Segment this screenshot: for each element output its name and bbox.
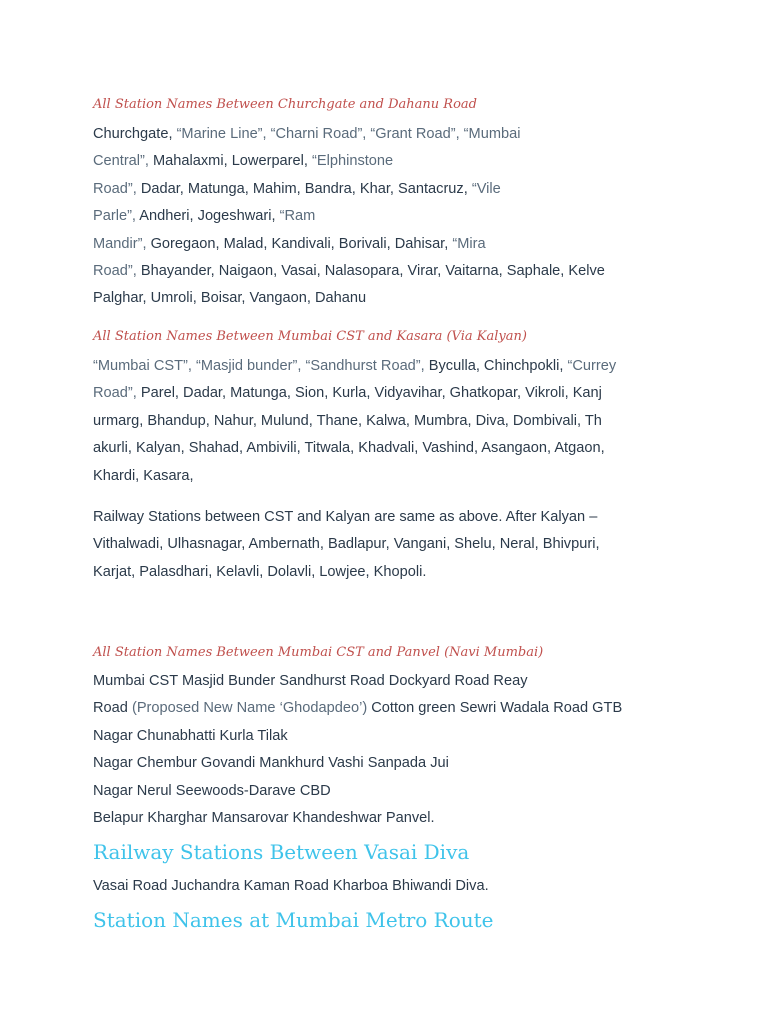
text-line: “Mumbai CST”, “Masjid bunder”, “Sandhurst Road”, Byculla, Chinchpokli, “Currey — [93, 358, 617, 374]
kalyan-khopoli-list — [93, 507, 683, 589]
text-line: Karjat, Palasdhari, Kelavli, Dolavli, Lowjee, Khopoli. — [93, 563, 427, 580]
text-line: Road (Proposed New Name ‘Ghodapdeo’) Cotton green Sewri Wadala Road GTB — [93, 700, 623, 717]
text-line: Palghar, Umroli, Boisar, Vangaon, Dahanu — [93, 290, 367, 307]
text-line: Road”, Dadar, Matunga, Mahim, Bandra, Khar, Santacruz, “Vile — [93, 180, 501, 197]
cst-panvel-list — [93, 671, 683, 835]
text-line: Nagar Chunabhatti Kurla Tilak — [93, 727, 288, 744]
text-line: Vithalwadi, Ulhasnagar, Ambernath, Badlapur, Vangani, Shelu, Neral, Bhivpuri, — [93, 536, 600, 553]
vasai-diva-list — [93, 876, 683, 903]
section-title-churchgate-dahanu: All Station Names Between Churchgate and Dahanu Road — [93, 97, 477, 112]
text-line: Mandir”, Goregaon, Malad, Kandivali, Borivali, Dahisar, “Mira — [93, 235, 486, 252]
text-line: Vasai Road Juchandra Kaman Road Kharboa Bhiwandi Diva. — [93, 878, 489, 894]
section-title-cst-kasara: All Station Names Between Mumbai CST and Kasara (Via Kalyan) — [93, 329, 527, 344]
heading-vasai-diva: Railway Stations Between Vasai Diva — [93, 840, 470, 864]
text-line: Parle”, Andheri, Jogeshwari, “Ram — [93, 208, 316, 225]
cst-kasara-list — [93, 356, 683, 493]
text-line: akurli, Kalyan, Shahad, Ambivili, Titwala, Khadvali, Vashind, Asangaon, Atgaon, — [93, 440, 605, 457]
text-line: Central”, Mahalaxmi, Lowerparel, “Elphinstone — [93, 153, 394, 170]
text-line: Nagar Chembur Govandi Mankhurd Vashi Sanpada Jui — [93, 755, 449, 772]
text-line: urmarg, Bhandup, Nahur, Mulund, Thane, Kalwa, Mumbra, Diva, Dombivali, Th — [93, 412, 602, 429]
churchgate-dahanu-list — [93, 124, 683, 316]
text-line: Road”, Parel, Dadar, Matunga, Sion, Kurla, Vidyavihar, Ghatkopar, Vikroli, Kanj — [93, 385, 602, 402]
text-line: Belapur Kharghar Mansarovar Khandeshwar Panvel. — [93, 809, 435, 826]
section-title-cst-panvel: All Station Names Between Mumbai CST and Panvel (Navi Mumbai) — [93, 645, 544, 660]
heading-metro: Station Names at Mumbai Metro Route — [93, 908, 494, 932]
text-line: Road”, Bhayander, Naigaon, Vasai, Nalasopara, Virar, Vaitarna, Saphale, Kelve — [93, 262, 605, 279]
text-line: Churchgate, “Marine Line”, “Charni Road”, “Grant Road”, “Mumbai — [93, 126, 521, 142]
text-line: Mumbai CST Masjid Bunder Sandhurst Road Dockyard Road Reay — [93, 673, 528, 689]
text-line: Khardi, Kasara, — [93, 467, 194, 484]
text-line: Railway Stations between CST and Kalyan are same as above. After Kalyan – — [93, 509, 598, 525]
text-line: Nagar Nerul Seewoods-Darave CBD — [93, 782, 331, 799]
